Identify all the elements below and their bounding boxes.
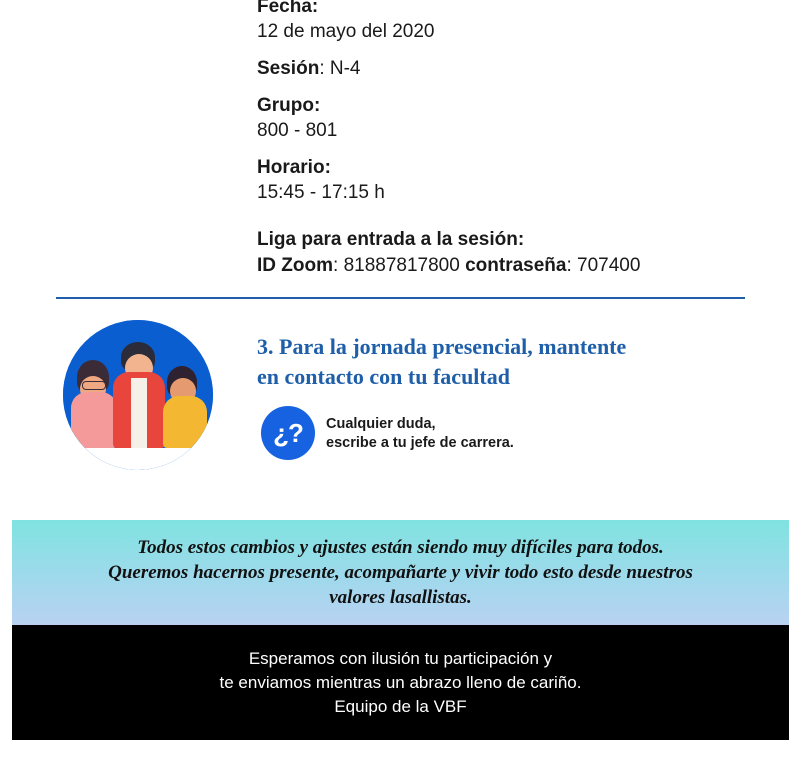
detail-grupo-label-line (257, 93, 777, 118)
session-details (257, 0, 777, 279)
section3-title (257, 332, 727, 392)
band-line3: valores lasallistas. (329, 587, 472, 608)
detail-horario-label: Horario (257, 157, 325, 178)
footer-banner (12, 625, 789, 740)
message-band-text (51, 535, 751, 610)
question-mark-icon: ¿? (261, 406, 315, 460)
question-note (326, 415, 514, 453)
zoom-id-label: ID Zoom (257, 255, 333, 276)
detail-fecha (257, 0, 777, 44)
body (71, 392, 117, 448)
detail-sesion-label: Sesión (257, 58, 320, 79)
colon: : (333, 255, 344, 276)
detail-sesion-value: N-4 (329, 58, 361, 79)
band-line1: Todos estos cambios y ajustes están siendo muy difíciles para todos. (137, 537, 664, 558)
liga-label: Liga para entrada a la sesión: (257, 229, 525, 250)
colon: : (311, 0, 319, 17)
zoom-id-value: 81887817800 (343, 255, 460, 276)
footer-text (51, 647, 751, 719)
message-band (12, 520, 789, 625)
glasses-icon (82, 381, 106, 390)
detail-horario-value: 15:45 - 17:15 h (257, 182, 385, 203)
colon: : (566, 255, 578, 276)
band-line2: Queremos hacernos presente, acompañarte y vivir todo esto desde nuestros (108, 562, 693, 583)
illustration-ground (63, 448, 213, 470)
zoom-pass-value: 707400 (577, 255, 641, 276)
shirt (131, 378, 147, 448)
zoom-credentials (257, 253, 777, 279)
section-divider (56, 297, 745, 299)
detail-sesion-line (257, 56, 777, 81)
footer-line1: Esperamos con ilusión tu participación y (248, 648, 553, 668)
colon: : (324, 157, 331, 178)
section3-title-line1: 3. Para la jornada presencial, mantente (257, 334, 627, 359)
detail-grupo (257, 93, 777, 143)
detail-grupo-label: Grupo (257, 95, 314, 116)
footer-line3: Equipo de la VBF (334, 696, 467, 716)
detail-sesion (257, 56, 777, 81)
detail-grupo-value: 800 - 801 (257, 120, 338, 141)
people-illustration-icon (63, 320, 213, 470)
question-note-line2: escribe a tu jefe de carrera. (326, 435, 514, 451)
detail-fecha-value: 12 de mayo del 2020 (257, 21, 435, 42)
detail-horario-label-line (257, 155, 777, 180)
zoom-pass-label: contraseña (465, 255, 567, 276)
detail-fecha-label-text: Fecha (257, 0, 312, 17)
detail-fecha-label (257, 0, 777, 19)
body (163, 396, 207, 448)
colon: : (314, 95, 321, 116)
footer-line2: te enviamos mientras un abrazo lleno de cariño. (219, 672, 582, 692)
section3-title-line2: en contacto con tu facultad (257, 364, 510, 389)
detail-liga (257, 227, 777, 279)
detail-horario (257, 155, 777, 205)
question-note-line1: Cualquier duda, (326, 416, 436, 432)
colon: : (319, 58, 330, 79)
